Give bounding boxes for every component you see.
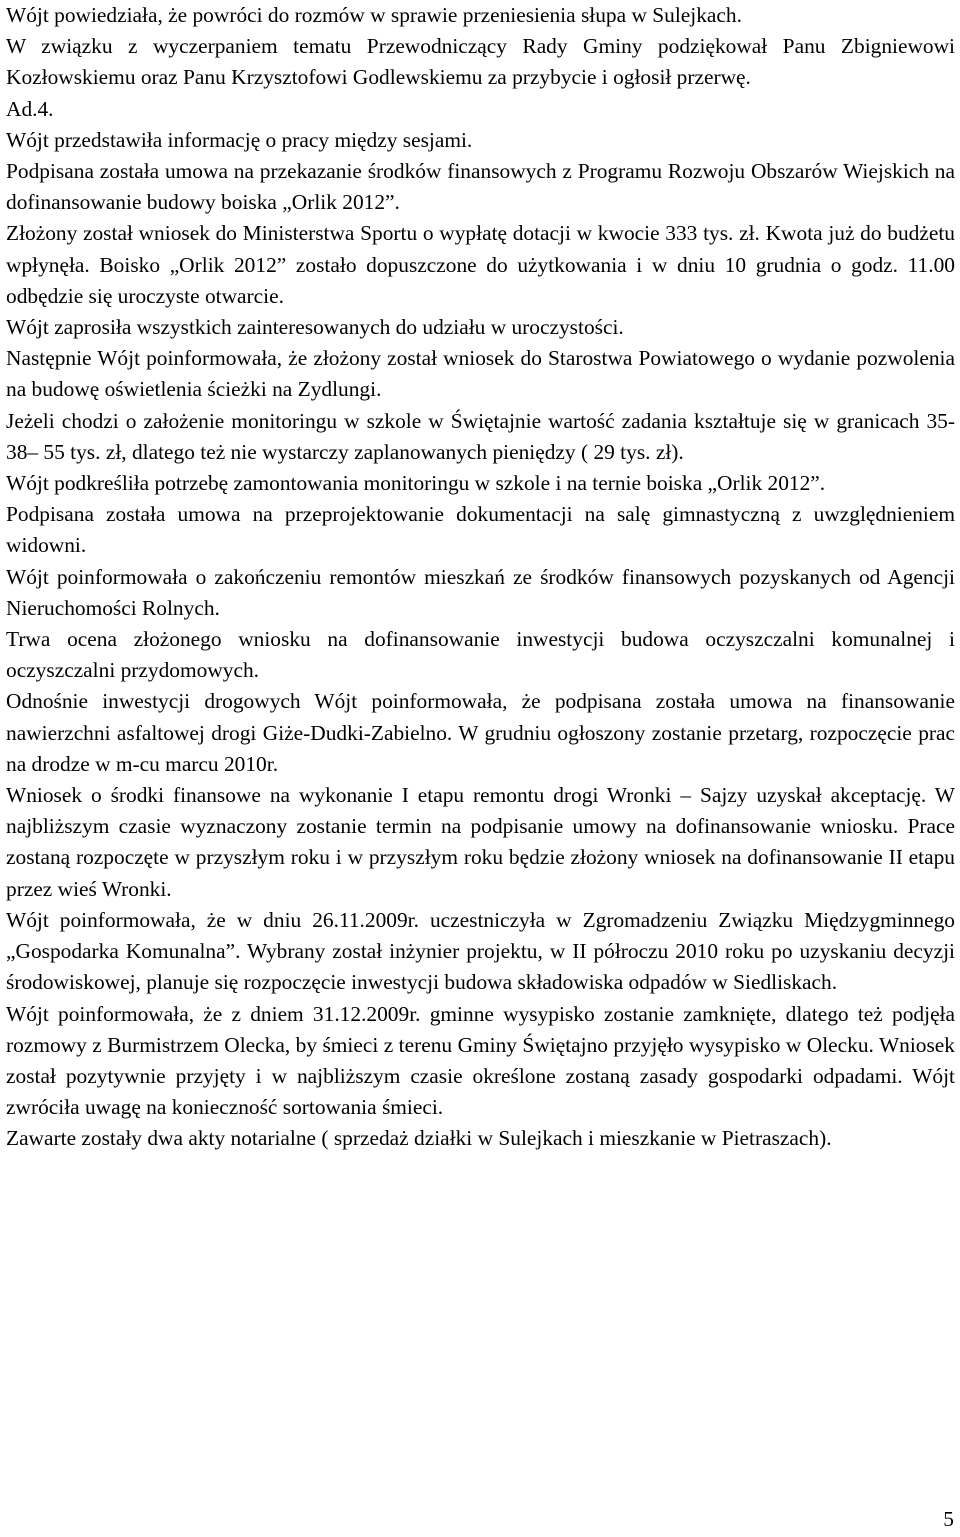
paragraph: Wójt powiedziała, że powróci do rozmów w sprawie przeniesienia słupa w Sulejkach. bbox=[6, 3, 742, 27]
paragraph: Podpisana została umowa na przekazanie środków finansowych z Programu Rozwoju Obszarów Wiejskich na dofinansowanie budowy boiska „Orlik 2012”. bbox=[6, 159, 955, 215]
paragraph: Jeżeli chodzi o założenie monitoringu w szkole w Świętajnie wartość zadania kształtuje się w granicach 35- 38– 55 tys. zł, dlatego też nie wystarczy zaplanowanych pieniędzy ( 29 tys. zł). bbox=[6, 408, 955, 464]
paragraph: Trwa ocena złożonego wniosku na dofinansowanie inwestycji budowa oczyszczalni komunalnej i oczyszczalni przydomowych. bbox=[6, 627, 955, 683]
paragraph: Podpisana została umowa na przeprojektowanie dokumentacji na salę gimnastyczną z uwzględnieniem widowni. bbox=[6, 502, 955, 558]
paragraph: Wójt poinformowała, że z dniem 31.12.2009r. gminne wysypisko zostanie zamknięte, dlatego też podjęła rozmowy z Burmistrzem Olecka, by śmieci z terenu Gminy Świętajno przyjęło wysypisko w Olecku. Wniosek został pozytywnie przyjęty i w najbliższym czasie określone zostaną zasady gospodarki odpadami. Wójt zwróciła uwagę na konieczność sortowania śmieci. bbox=[6, 1001, 955, 1120]
document-body bbox=[6, 0, 955, 1155]
paragraph: Wójt poinformowała o zakończeniu remontów mieszkań ze środków finansowych pozyskanych od Agencji Nieruchomości Rolnych. bbox=[6, 564, 955, 620]
paragraph: Wójt poinformowała, że w dniu 26.11.2009r. uczestniczyła w Zgromadzeniu Związku Międzygminnego „Gospodarka Komunalna”. Wybrany został inżynier projektu, w II półroczu 2010 roku po uzyskaniu decyzji środowiskowej, planuje się rozpoczęcie inwestycji budowa składowiska odpadów w Siedliskach. bbox=[6, 907, 955, 995]
paragraph: Wójt podkreśliła potrzebę zamontowania monitoringu w szkole i na ternie boiska „Orlik 2012”. bbox=[6, 471, 826, 496]
paragraph: Zawarte zostały dwa akty notarialne ( sprzedaż działki w Sulejkach i mieszkanie w Pietraszach). bbox=[6, 1126, 832, 1151]
paragraph: Wójt przedstawiła informację o pracy między sesjami. bbox=[6, 127, 473, 152]
paragraph: Wniosek o środki finansowe na wykonanie I etapu remontu drogi Wronki – Sajzy uzyskał akceptację. W najbliższym czasie wyznaczony zostanie termin na podpisanie umowy na dofinansowanie wniosku. Prace zostaną rozpoczęte w przyszłym roku i w przyszłym roku będzie złożony wniosek na dofinansowanie II etapu przez wieś Wronki. bbox=[6, 783, 955, 901]
paragraph: Wójt zaprosiła wszystkich zainteresowanych do udziału w uroczystości. bbox=[6, 315, 624, 340]
page-number: 5 bbox=[943, 1507, 954, 1531]
paragraph: Odnośnie inwestycji drogowych Wójt poinformowała, że podpisana została umowa na finansowanie nawierzchni asfaltowej drogi Giże-Dudki-Zabielno. W grudniu ogłoszony zostanie przetarg, rozpoczęcie prac na drodze w m-cu marcu 2010r. bbox=[6, 689, 955, 776]
section-heading: Ad.4. bbox=[6, 96, 54, 121]
paragraph: W związku z wyczerpaniem tematu Przewodniczący Rady Gminy podziękował Panu Zbigniewowi Kozłowskiemu oraz Panu Krzysztofowi Godlewskiemu za przybycie i ogłosił przerwę. bbox=[6, 34, 955, 90]
paragraph: Złożony został wniosek do Ministerstwa Sportu o wypłatę dotacji w kwocie 333 tys. zł. Kwota już do budżetu wpłynęła. Boisko „Orlik 2012” zostało dopuszczone do użytkowania i w dniu 10 grudnia o godz. 11.00 odbędzie się uroczyste otwarcie. bbox=[6, 221, 955, 308]
paragraph: Następnie Wójt poinformowała, że złożony został wniosek do Starostwa Powiatowego o wydanie pozwolenia na budowę oświetlenia ścieżki na Zydlungi. bbox=[6, 346, 955, 402]
